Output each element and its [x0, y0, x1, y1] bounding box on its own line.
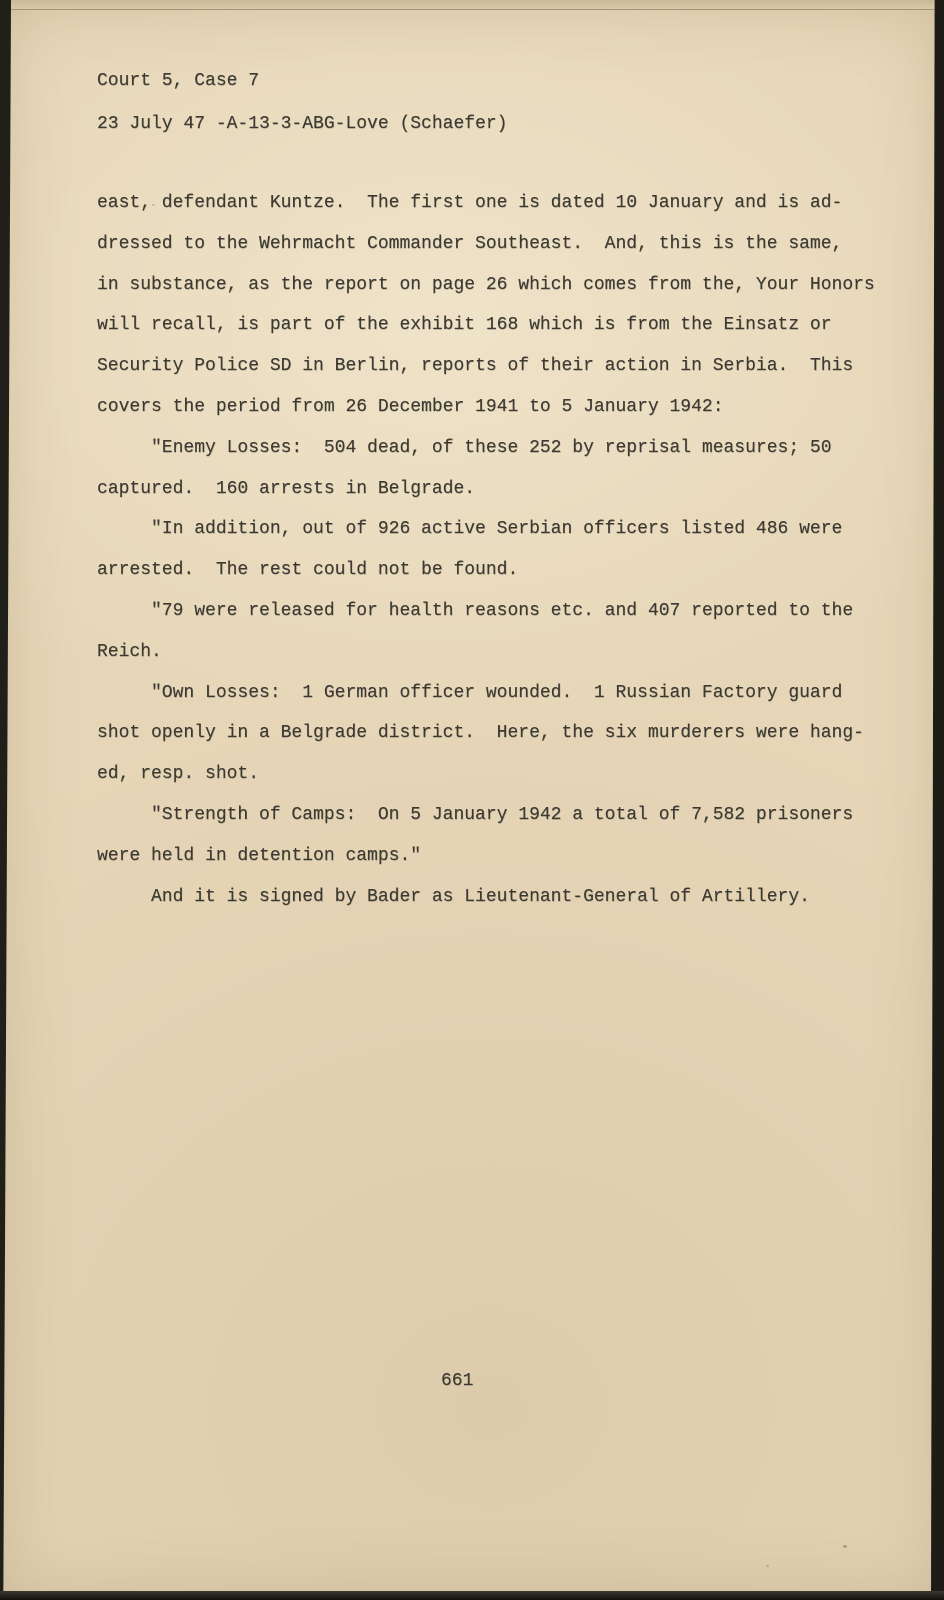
document-header	[97, 60, 507, 146]
text-line: "79 were released for health reasons etc. and 407 reported to the	[97, 600, 854, 621]
text-line: 23 July 47 -A-13-3-ABG-Love (Schaefer)	[97, 114, 508, 134]
text-line: were held in detention camps."	[97, 845, 422, 866]
text-line: "In addition, out of 926 active Serbian officers listed 486 were	[97, 519, 843, 540]
paper-speck	[843, 1545, 847, 1548]
text-line: "Enemy Losses: 504 dead, of these 252 by reprisal measures; 50	[97, 437, 832, 458]
text-line: "Own Losses: 1 German officer wounded. 1 Russian Factory guard	[97, 682, 843, 703]
scan-edge-bottom	[0, 1591, 944, 1600]
text-line: Security Police SD in Berlin, reports of their action in Serbia. This	[97, 356, 854, 377]
paper-speck	[766, 1565, 769, 1567]
text-line: will recall, is part of the exhibit 168 which is from the Einsatz or	[97, 315, 832, 336]
text-line: "Strength of Camps: On 5 January 1942 a total of 7,582 prisoners	[97, 804, 854, 825]
text-line: And it is signed by Bader as Lieutenant-General of Artillery.	[97, 886, 810, 907]
document-body	[97, 183, 875, 917]
scan-edge-left	[0, 0, 11, 1600]
page-number: 661	[441, 1371, 474, 1391]
text-line: east, defendant Kuntze. The first one is dated 10 January and is ad-	[97, 193, 843, 213]
text-line: in substance, as the report on page 26 which comes from the, Your Honors	[97, 274, 875, 295]
scan-edge-top	[0, 0, 944, 10]
text-line: captured. 160 arrests in Belgrade.	[97, 478, 476, 499]
text-line: shot openly in a Belgrade district. Here, the six murderers were hang-	[97, 723, 864, 744]
scan-edge-right	[931, 0, 944, 1600]
text-line: dressed to the Wehrmacht Commander Southeast. And, this is the same,	[97, 233, 843, 254]
text-line: arrested. The rest could not be found.	[97, 560, 519, 581]
text-line: Reich.	[97, 641, 162, 662]
text-line: ed, resp. shot.	[97, 764, 260, 785]
text-line: covers the period from 26 December 1941 to 5 January 1942:	[97, 396, 724, 417]
text-line: Court 5, Case 7	[97, 71, 260, 91]
